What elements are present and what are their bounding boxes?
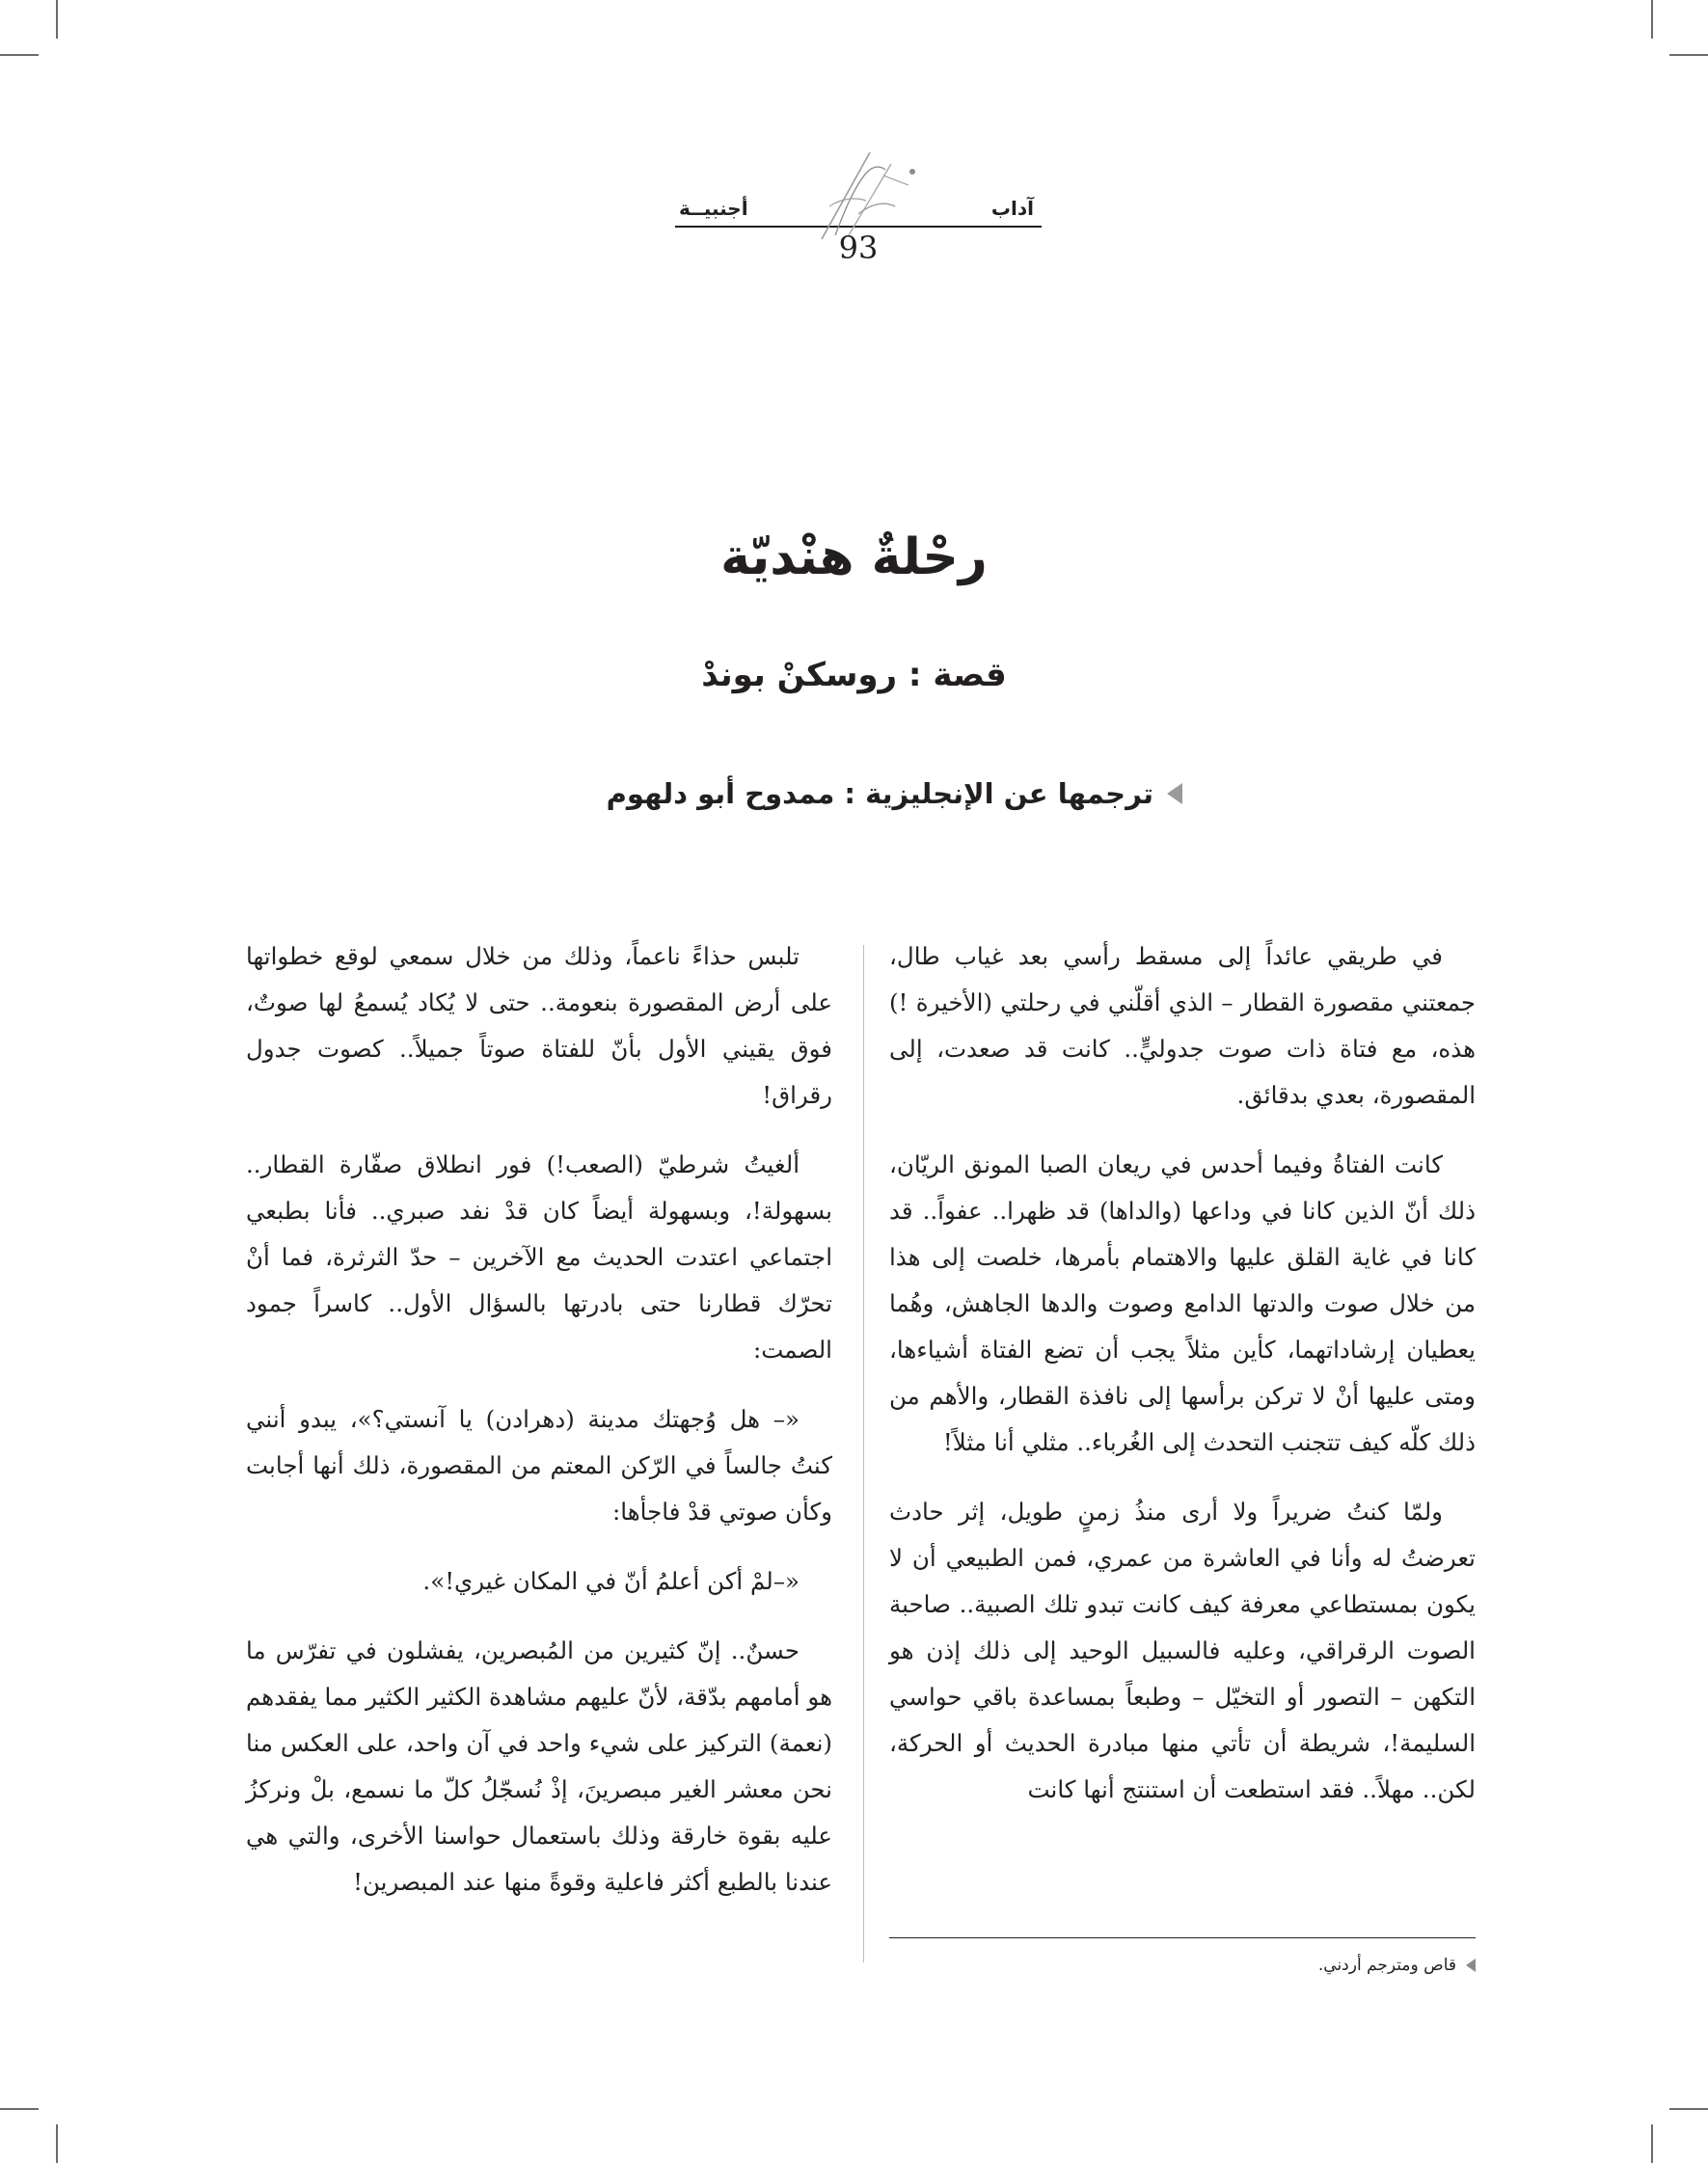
crop-mark: [0, 2108, 39, 2110]
running-header: [675, 189, 1042, 285]
column-divider: [863, 945, 864, 1962]
paragraph: ألغيتُ شرطيّ (الصعب!) فور انطلاق صفّارة القطار.. بسهولة!، وبسهولة أيضاً كان قدْ نفد صبري.. فأنا بطبعي اجتماعي اعتدت الحديث مع الآخرين – حدّ الثرثرة، فما أنْ تحرّك قطارنا حتى بادرتها بالسؤال الأول.. كاسراً جمود الصمت:: [246, 1150, 832, 1364]
footnote-rule: [889, 1937, 1476, 1938]
footnote-text: قاص ومترجم أردني.: [1317, 1956, 1456, 1975]
triangle-marker-icon: [1167, 783, 1182, 804]
paragraph: حسنٌ.. إنّ كثيرين من المُبصرين، يفشلون في تفرّس ما هو أمامهم بدّقة، لأنّ عليهم مشاهدة الكثير الكثير مما يفقدهم (نعمة) التركيز على شيء واحد في آن واحد، على العكس منا نحن معشر الغير مبصرينَ، إذْ نُسجّلُ كلّ ما نسمع، بلْ ونركزُ عليه بقوة خارقة وذلك باستعمال حواسنا الأخرى، والتي هي عندنا بالطبع أكثر فاعلية وقوةً منها عند المبصرين!: [246, 1636, 832, 1896]
paragraph: في طريقي عائداً إلى مسقط رأسي بعد غياب طال، جمعتني مقصورة القطار – الذي أقلّني في رحلتي (الأخيرة !) هذه، مع فتاة ذات صوت جدوليٍّ.. كانت قد صعدت، إلى المقصورة، بعدي بدقائق.: [889, 942, 1476, 1109]
crop-mark: [1669, 2108, 1708, 2110]
crop-mark: [1651, 2124, 1653, 2163]
translator-text: ترجمها عن الإنجليزية : ممدوح أبو دلهوم: [606, 777, 1153, 810]
crop-mark: [56, 2124, 58, 2163]
paragraph: «–لمْ أكن أعلمُ أنّ في المكان غيري!».: [422, 1567, 800, 1595]
page-number: 93: [838, 230, 879, 266]
paragraph: كانت الفتاةُ وفيما أحدس في ريعان الصبا المونق الريّان، ذلك أنّ الذين كانا في وداعها (والداها) قد ظهرا.. عفواً.. قد كانا في غاية القلق عليها والاهتمام بأمرها، خلصت إلى هذا من خلال صوت والدتها الدامع وصوت والدها الجاهش، وهُما يعطيان إرشاداتهما، كأين مثلاً يجب أن تضع الفتاة أشياءها، ومتى عليها أنْ لا تركن برأسها إلى نافذة القطار، والأهم من ذلك كلّه كيف تتجنب التحدث إلى الغُرباء.. مثلي أنا مثلاً!: [889, 1150, 1476, 1456]
author-line: قصة : روسكنْ بوندْ: [701, 656, 1007, 694]
section-label-right: آداب: [990, 197, 1034, 220]
text-column-left: [246, 933, 832, 1929]
section-label-left: أجنبيــة: [679, 197, 748, 220]
crop-mark: [56, 0, 58, 39]
crop-mark: [0, 54, 39, 56]
crop-mark: [1651, 0, 1653, 39]
text-column-right: [889, 933, 1476, 1836]
crop-mark: [1669, 54, 1708, 56]
paragraph: «– هل وُجهتك مدينة (دهرادن) يا آنستي؟»، يبدو أنني كنتُ جالساً في الرّكن المعتم من المقصورة، ذلك أنها أجابت وكأن صوتي قدْ فاجأها:: [246, 1405, 832, 1526]
footnote: [1318, 1956, 1476, 1975]
paragraph: ولمّا كنتُ ضريراً ولا أرى منذُ زمنٍ طويل، إثر حادث تعرضتُ له وأنا في العاشرة من عمري، فمن الطبيعي أن لا يكون بمستطاعي معرفة كيف كانت تبدو تلك الصبية.. صاحبة الصوت الرقراقي، وعليه فالسبيل الوحيد إلى ذلك إذن هو التكهن – التصور أو التخيّل – وطبعاً بمساعدة باقي حواسي السليمة!، شريطة أن تأتي منها مبادرة الحديث أو الحركة، لكن.. مهلاً.. فقد استطعت أن استنتج أنها كانت: [889, 1498, 1476, 1803]
paragraph: تلبس حذاءً ناعماً، وذلك من خلال سمعي لوقع خطواتها على أرض المقصورة بنعومة.. حتى لا يُكاد يُسمعُ لها صوتٌ، فوق يقيني الأول بأنّ للفتاة صوتاً جميلاً.. كصوت جدول رقراق!: [246, 942, 832, 1109]
footnote-marker-icon: [1466, 1959, 1476, 1972]
story-title: رحْلةٌ هنْديّة: [720, 528, 988, 586]
translator-line: [607, 777, 1182, 810]
